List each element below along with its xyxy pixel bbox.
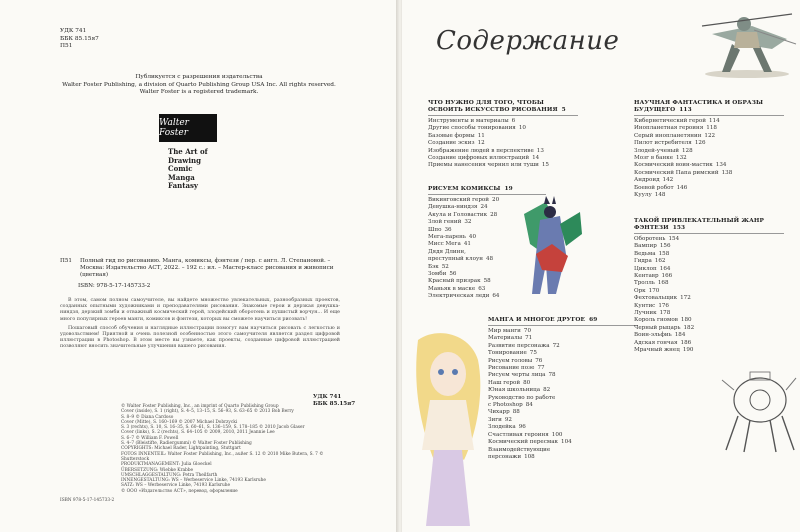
- toc-item[interactable]: [488, 358, 638, 365]
- copyright-line: SATZ: WS – Werbeservice Linke, 74193 Karlsruhe: [121, 483, 231, 489]
- toc-item-page: 186: [680, 339, 692, 346]
- toc-item-label: Юная школьница: [488, 387, 541, 394]
- toc-item-page: 180: [680, 317, 692, 324]
- toc-item-label: Инопланетная героиня: [634, 125, 704, 132]
- toc-item-page: 164: [659, 265, 671, 272]
- toc-item[interactable]: [634, 155, 784, 162]
- toc-item-label: Ведьма: [634, 250, 656, 257]
- toc-item[interactable]: [488, 372, 638, 379]
- toc-item-label: Черный рыцарь: [634, 324, 681, 331]
- toc-item-page: 40: [468, 234, 477, 241]
- toc-item-label: Рисуем головы: [488, 357, 533, 364]
- toc-item-label: Серый инопланетянин: [634, 132, 702, 139]
- toc-section-page: 113: [679, 107, 692, 113]
- toc-item-page: 148: [654, 192, 666, 199]
- toc-divider: [634, 233, 784, 234]
- toc-item[interactable]: [634, 148, 784, 155]
- toc-item[interactable]: [488, 417, 638, 424]
- toc-item[interactable]: [428, 286, 546, 293]
- toc-item-page: 176: [658, 302, 669, 309]
- copyright-line: S. 8–9 © Diana Cardoso: [121, 414, 174, 420]
- toc-divider: [428, 115, 578, 116]
- toc-item[interactable]: [634, 332, 784, 339]
- toc-item[interactable]: [634, 177, 784, 184]
- toc-item[interactable]: [634, 273, 784, 280]
- toc-item-page: 32: [464, 219, 472, 226]
- right-page: [402, 0, 800, 532]
- toc-item[interactable]: [634, 266, 784, 273]
- toc-item-page: 58: [483, 278, 491, 285]
- toc-item-page: 48: [486, 256, 494, 263]
- toc-item[interactable]: [428, 264, 546, 271]
- toc-item-label: Мозг в банке: [634, 155, 674, 162]
- toc-item-label: Пилот истребителя: [634, 140, 692, 147]
- toc-item-label: Кентавр: [634, 273, 659, 280]
- robot-illustration: [720, 360, 798, 456]
- toc-item-page: 14: [532, 155, 540, 162]
- toc-item-page: 13: [536, 147, 544, 154]
- toc-item-page: 100: [551, 431, 563, 438]
- toc-section-page: 5: [561, 107, 566, 113]
- toc-item[interactable]: [634, 280, 784, 287]
- toc-item[interactable]: [428, 293, 546, 300]
- toc-item-label: Дядя Длинн,: [428, 248, 466, 255]
- toc-item[interactable]: [488, 409, 638, 416]
- toc-item[interactable]: [428, 162, 578, 169]
- toc-item-label: Кунтис: [634, 302, 656, 309]
- toc-section: [428, 100, 578, 170]
- toc-item-page: 52: [441, 263, 449, 270]
- toc-section: [488, 317, 638, 461]
- toc-section-heading[interactable]: РИСУЕМ КОМИКСЫ 19: [428, 186, 513, 192]
- toc-section-heading[interactable]: НАУЧНАЯ ФАНТАСТИКА И ОБРАЗЫ БУДУЩЕГО 113: [634, 100, 764, 113]
- toc-item[interactable]: [488, 380, 638, 387]
- toc-item-page: 146: [676, 184, 688, 191]
- copyright-line: © ООО «Издательство АСТ», перевод, оформление: [121, 488, 238, 494]
- copyright-line: COPYRIGHTS: Michael Rader, Lightpainting, Stuttgart: [121, 446, 241, 452]
- left-page: [0, 0, 398, 532]
- copyright-line: UMSCHLAGGESTALTUNG: Petra Theilfarth: [121, 472, 218, 478]
- toc-item[interactable]: [488, 447, 638, 454]
- toc-item-label: Гидра: [634, 258, 652, 265]
- toc-item[interactable]: [634, 192, 784, 199]
- toc-item-page: 172: [680, 295, 691, 302]
- toc-item[interactable]: [488, 387, 638, 394]
- toc-item[interactable]: [428, 155, 578, 162]
- toc-item-label: Материалы: [488, 335, 523, 342]
- toc-item[interactable]: [488, 335, 638, 342]
- contents-title: Содержание: [436, 26, 620, 56]
- toc-item-page: 28: [490, 211, 498, 218]
- toc-item[interactable]: [428, 219, 546, 226]
- toc-item-page: 92: [504, 416, 512, 423]
- toc-item[interactable]: [488, 424, 638, 431]
- toc-section-heading[interactable]: ЧТО НУЖНО ДЛЯ ТОГО, ЧТОБЫ ОСВОИТЬ ИСКУССТВО РИСОВАНИЯ 5: [428, 100, 566, 113]
- toc-item-page: 71: [525, 335, 533, 342]
- toc-item[interactable]: [428, 148, 578, 155]
- toc-item-label: Девушка-ниндзя: [428, 204, 478, 211]
- copyright-line: FOTOS INNENTEIL: Walter Foster Publishing, Inc., außer S. 12 © 2010 Mike Butera, S. 7 © Shutterstock: [121, 451, 324, 462]
- toc-item-page: 178: [659, 310, 671, 317]
- toc-item[interactable]: [428, 133, 578, 140]
- toc-item-page: 78: [548, 372, 556, 379]
- toc-item-page: 24: [480, 204, 488, 211]
- toc-item-label: Кибернетический герой: [634, 118, 706, 124]
- toc-item[interactable]: [634, 251, 784, 258]
- toc-divider: [428, 194, 546, 195]
- toc-item-page: 96: [518, 424, 526, 431]
- toc-item-label: Бэк: [428, 263, 439, 270]
- toc-item-page: 108: [524, 453, 535, 460]
- toc-item[interactable]: [488, 350, 638, 357]
- toc-section: [634, 100, 784, 199]
- toc-section-page: 69: [589, 317, 598, 323]
- toc-item-label: Викинговский герой: [428, 197, 490, 203]
- toc-item[interactable]: [634, 118, 784, 125]
- toc-item[interactable]: [634, 347, 784, 354]
- toc-item-label: Развитие персонажа: [488, 342, 550, 349]
- toc-item-page: 142: [662, 177, 674, 184]
- toc-item-label: Фехтовальщик: [634, 295, 678, 302]
- toc-item-page: 156: [659, 243, 671, 250]
- toc-item-page: 63: [478, 285, 486, 292]
- toc-item[interactable]: [428, 278, 546, 285]
- toc-item-label: Тонирование: [488, 350, 527, 357]
- toc-item[interactable]: [428, 204, 546, 211]
- toc-item-label: Рисуем черты лица: [488, 372, 546, 379]
- toc-item-page: 158: [658, 250, 670, 257]
- toc-item-label: Злодей-ученый: [634, 147, 679, 154]
- toc-item-label: Андроид: [634, 177, 660, 184]
- toc-item-page: 138: [721, 169, 733, 176]
- toc-item-page: 36: [444, 226, 452, 233]
- toc-item[interactable]: [488, 395, 638, 402]
- toc-item-label: Злодейка: [488, 424, 516, 431]
- toc-item-label: Зиги: [488, 416, 502, 423]
- toc-item-label: Злой гений: [428, 219, 462, 226]
- toc-item[interactable]: [634, 185, 784, 192]
- toc-section-page: 153: [672, 225, 686, 231]
- toc-item[interactable]: [428, 241, 546, 248]
- toc-item[interactable]: [488, 328, 638, 335]
- copyright-line: S. 4–7 (Bleistifte, Radiergummi) © Walter Foster Publishing: [121, 441, 252, 447]
- toc-item-page: 170: [648, 287, 660, 294]
- toc-item-page: 118: [706, 125, 717, 132]
- toc-item-label: Космический Папа римский: [634, 169, 719, 176]
- toc-item-label: Другие способы тонирования: [428, 125, 516, 132]
- toc-item-page: 6: [511, 118, 516, 124]
- toc-item-page: 126: [694, 140, 706, 147]
- isbn: ISBN: 978-5-17-145733-2: [78, 283, 151, 289]
- toc-item[interactable]: [428, 256, 546, 263]
- toc-item-label: Акула и Головастик: [428, 211, 488, 218]
- toc-item-label: Орк: [634, 287, 646, 294]
- toc-item-page: 154: [668, 236, 680, 242]
- toc-item-label: Зомби: [428, 271, 447, 278]
- toc-item[interactable]: [634, 317, 784, 324]
- toc-item[interactable]: [634, 288, 784, 295]
- toc-item-page: 82: [543, 387, 551, 394]
- toc-item-label: Изображение людей в перспективе: [428, 147, 534, 154]
- publisher-note: Публикуется с разрешения издательства Walter Foster Publishing, a division of Quarto Publishing Group USA Inc. All rights reserved. Walter Foster is a registered trademark.: [62, 74, 336, 96]
- toc-item-label: Мрачный жнец: [634, 347, 680, 354]
- toc-item-label: Мега-парень: [428, 234, 466, 241]
- toc-item-page: 72: [552, 342, 560, 349]
- original-title: The Art of Drawing Comic Manga Fantasy: [168, 147, 208, 191]
- toc-item[interactable]: [428, 249, 546, 256]
- toc-item-label: Наш герой: [488, 379, 521, 386]
- toc-item-page: 182: [683, 324, 695, 331]
- isbn-bottom: ISBN 978-5-17-145733-2: [60, 498, 115, 503]
- toc-section: [428, 186, 546, 301]
- copyright-line: PRODUKTMANAGEMENT: Julia Gloeckel: [121, 462, 212, 468]
- toc-item[interactable]: [634, 340, 784, 347]
- toc-item[interactable]: [488, 343, 638, 350]
- toc-item-label: преступный клоун: [428, 256, 483, 263]
- toc-item-page: 20: [492, 197, 500, 203]
- toc-divider: [488, 325, 638, 326]
- toc-item[interactable]: [634, 303, 784, 310]
- toc-item[interactable]: [634, 170, 784, 177]
- toc-item[interactable]: [428, 271, 546, 278]
- toc-item-label: Рисование позе: [488, 365, 535, 372]
- toc-item[interactable]: [488, 365, 638, 372]
- toc-item-label: Вампир: [634, 243, 657, 250]
- knight-illustration: [692, 4, 800, 82]
- copyright-line: INNENGESTALTUNG: WS – Werbeservice Linke, 74193 Karlsruhe: [121, 478, 266, 484]
- toc-item-label: Циклоп: [634, 265, 657, 272]
- library-codes-top: УДК 741 ББК 85.15я7 П51: [60, 28, 99, 50]
- toc-item-label: Руководство по работе: [488, 394, 556, 401]
- toc-item[interactable]: [634, 243, 784, 250]
- toc-item-page: 166: [661, 273, 673, 280]
- toc-item-label: Космический пересмак: [488, 439, 559, 446]
- toc-item-page: 77: [537, 365, 545, 372]
- toc-item[interactable]: [488, 402, 638, 409]
- walter-foster-logo: Walter Foster: [159, 114, 217, 142]
- toc-item-label: Тролль: [634, 280, 655, 287]
- toc-item-page: 134: [715, 162, 727, 169]
- toc-item-label: Инструменты и материалы: [428, 118, 509, 124]
- toc-item[interactable]: [428, 197, 546, 204]
- toc-item-page: 114: [708, 118, 720, 124]
- toc-item-page: 162: [654, 258, 666, 265]
- toc-item-label: Мир манги: [488, 328, 521, 334]
- toc-item-label: Электрическая леди: [428, 293, 490, 300]
- toc-item[interactable]: [428, 125, 578, 132]
- toc-item-page: 76: [535, 357, 543, 364]
- toc-item-page: 122: [704, 132, 716, 139]
- toc-item[interactable]: [488, 454, 638, 461]
- toc-item-page: 11: [477, 132, 485, 139]
- annotation: В этом, самом полном самоучителе, вы найдете множество увлекательных, разнообразных проектов, созданных опытными художниками и преподавателями рисования. Знакомые герои и дерзкая девушка-ниндзя, дерзкий зомби и отважный космический герой, злодейский оборотень и пушистый ворчун... И еще много популярных героев манги, комиксов и фэнтези, которых вы сможете научиться рисовать! Пошаговый способ обучения и наглядные иллюстрации помогут вам научиться рисовать с легкостью и удовольствием! Приятной и очень полезной особенностью этого самоучителя является раздел цифровой иллюстрации в Photoshop. В этом месте вы узнаете, как проекты, созданные цифровой иллюстрацией позволяют вносить значительные улучшения вашего рисования.: [60, 298, 340, 350]
- toc-section-heading[interactable]: ТАКОЙ ПРИВЛЕКАТЕЛЬНЫЙ ЖАНР ФЭНТЕЗИ 153: [634, 218, 764, 231]
- toc-item-label: Космический воин-мастик: [634, 162, 713, 169]
- toc-item-page: 56: [449, 271, 457, 278]
- toc-item-label: Куулу: [634, 192, 652, 199]
- toc-item-label: Взаимодействующие: [488, 446, 551, 453]
- toc-item[interactable]: [634, 125, 784, 132]
- toc-item[interactable]: [488, 432, 638, 439]
- toc-item-page: 132: [676, 155, 687, 162]
- copyright-line: S. 6–7 © William F. Powell: [121, 435, 179, 441]
- toc-item-label: Создание цифровых иллюстраций: [428, 155, 530, 162]
- toc-item[interactable]: [428, 234, 546, 241]
- toc-item-label: Шпо: [428, 226, 442, 233]
- toc-item-page: 15: [541, 162, 549, 169]
- toc-item[interactable]: [634, 162, 784, 169]
- toc-item-page: 128: [682, 147, 693, 154]
- toc-item-page: 88: [512, 409, 520, 416]
- copyright-line: Cover (Mitte), S. 160–169 © 2007 Michael Dobrzycki: [121, 419, 238, 425]
- copyright-line: Cover (inside), S. 1 (right), S. 4–5, 13–15, S. 56–93, S. 63–65 © 2013 Bob Berry: [121, 409, 294, 415]
- toc-item-page: 104: [561, 439, 572, 446]
- toc-item[interactable]: [634, 236, 784, 243]
- toc-item[interactable]: [488, 439, 638, 446]
- toc-item[interactable]: [634, 295, 784, 302]
- toc-item-page: 64: [492, 293, 500, 300]
- toc-item-page: 190: [682, 347, 694, 354]
- toc-item-label: Оборотень: [634, 236, 666, 242]
- manga-girl-illustration: [408, 330, 490, 530]
- toc-item-label: Король гномов: [634, 317, 678, 324]
- toc-item-page: 70: [523, 328, 532, 334]
- toc-item-label: Маньяк в маске: [428, 285, 476, 292]
- toc-item-label: с Photoshop: [488, 402, 523, 409]
- toc-item[interactable]: [428, 140, 578, 147]
- toc-item[interactable]: [634, 310, 784, 317]
- toc-item[interactable]: [634, 140, 784, 147]
- toc-item-page: 75: [529, 350, 537, 357]
- toc-item-page: 84: [525, 402, 533, 409]
- toc-item-label: Мисс Мега: [428, 241, 461, 248]
- toc-item-label: Адская гончая: [634, 339, 678, 346]
- toc-item[interactable]: [428, 212, 546, 219]
- toc-item-page: 12: [477, 140, 485, 147]
- toc-item-label: персонажи: [488, 453, 522, 460]
- copyright-block: [121, 404, 336, 494]
- copyright-line: Cover (links), S. 2 (rechts), S. 64–105 © 2009, 2010, 2011 Jeannie Lee: [121, 430, 275, 436]
- toc-item-label: Приемы нанесения чернил или туши: [428, 162, 539, 169]
- toc-item-label: Боевой робот: [634, 184, 674, 191]
- toc-item-label: Чихарр: [488, 409, 510, 416]
- copyright-line: S. 3 (rechts), S. 10, S. 16–35, S. 60–61, S. 136–159, S. 178–185 © 2010 Jacob Glaser: [121, 425, 305, 431]
- toc-item-label: Красный призрак: [428, 278, 481, 285]
- toc-section-heading[interactable]: МАНГА И МНОГОЕ ДРУГОЕ 69: [488, 317, 598, 323]
- toc-item-page: 184: [674, 332, 686, 339]
- toc-item-page: 168: [657, 280, 669, 287]
- toc-divider: [634, 115, 784, 116]
- toc-item-label: Создание эскиз: [428, 140, 475, 147]
- toc-item-label: Воин-эльфиь: [634, 332, 672, 339]
- toc-item-label: Счастливая героиня: [488, 431, 549, 438]
- toc-item[interactable]: [428, 227, 546, 234]
- catalog-entry: П51 Полный гид по рисованию. Манга, комиксы, фэнтези / пер. с англ. Л. Степановой. – Москва: Издательство АСТ, 2022. – 192 с.: ил. – Мастер-класс рисования и живописи (цветная): [60, 258, 334, 278]
- library-codes-bottom: УДК 741 ББК 85.15я7: [313, 394, 356, 407]
- toc-section: [634, 218, 784, 355]
- toc-item-label: Базовые формы: [428, 132, 475, 139]
- toc-section-page: 19: [504, 186, 513, 192]
- toc-item-page: 80: [523, 379, 531, 386]
- toc-item[interactable]: [634, 258, 784, 265]
- toc-item-page: 41: [463, 241, 471, 248]
- toc-item-page: 10: [518, 125, 526, 132]
- toc-item-label: Лучник: [634, 310, 657, 317]
- copyright-line: ÜBERSETZUNG: Wiebke Krabbe: [121, 467, 194, 473]
- copyright-line: © Walter Foster Publishing, Inc., an imprint of Quarto Publishing Group: [121, 404, 279, 409]
